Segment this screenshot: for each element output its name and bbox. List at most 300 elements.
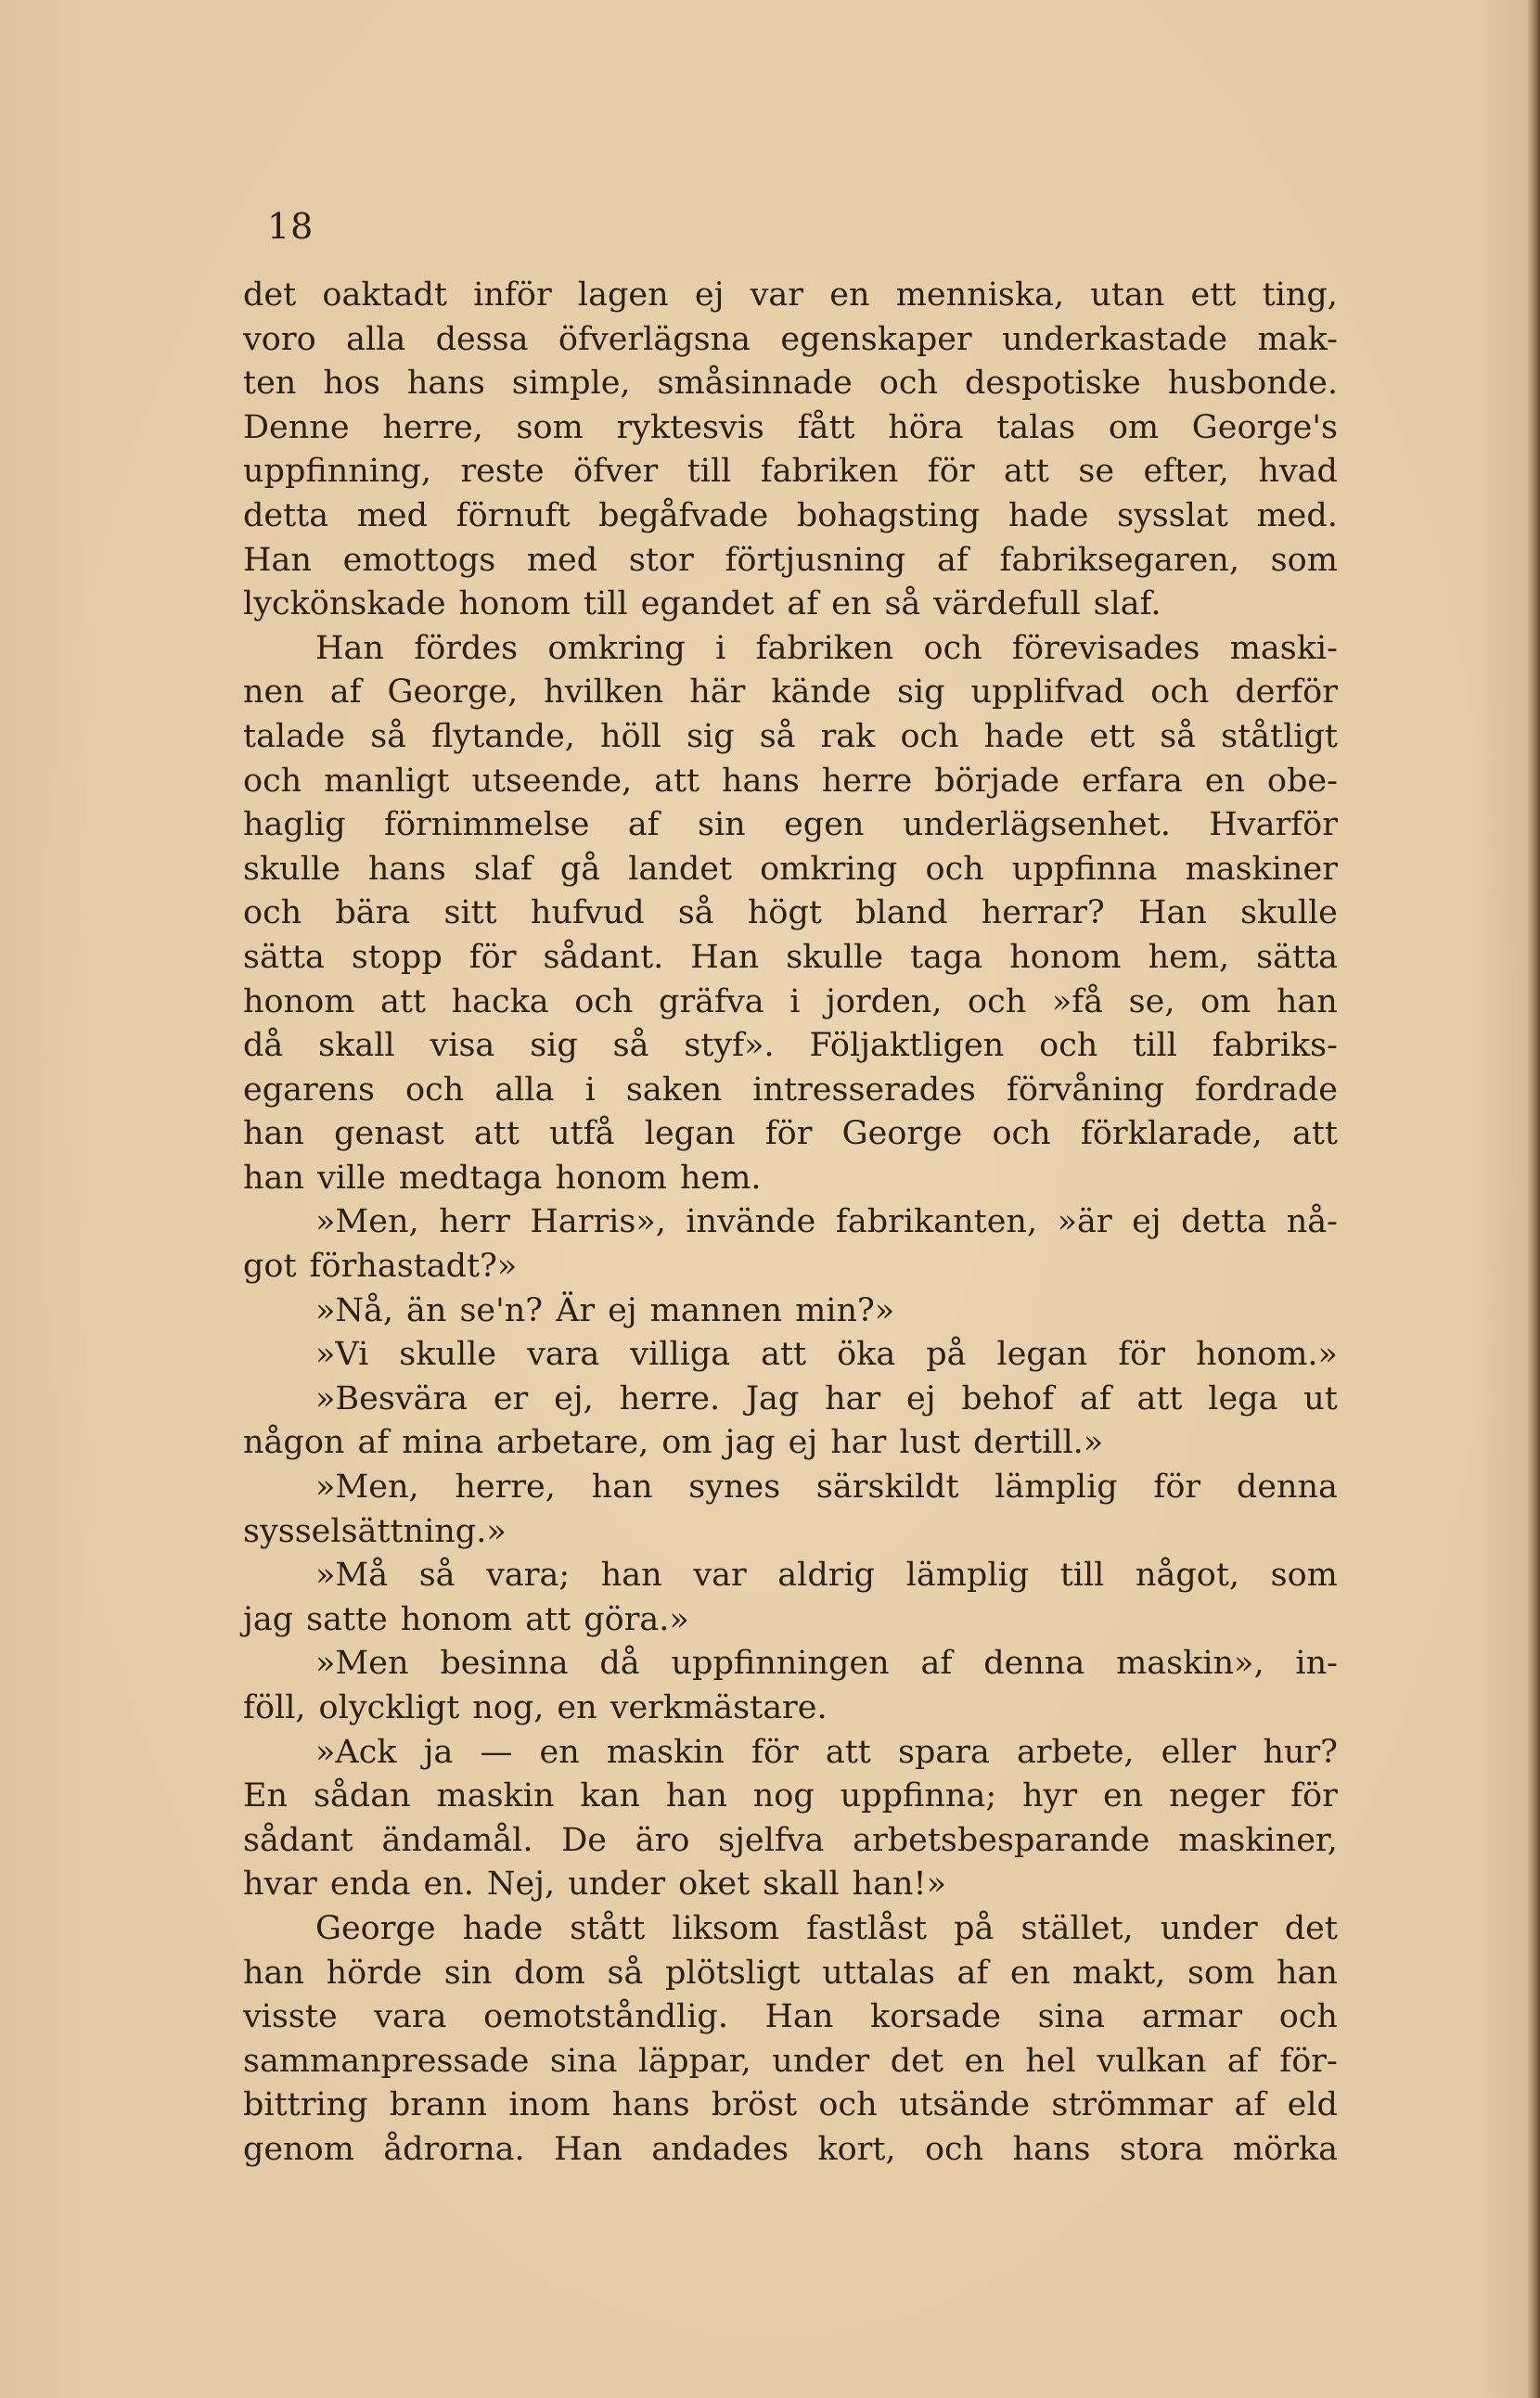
word: George [315, 1909, 436, 1947]
word: dertill.» [973, 1424, 1104, 1462]
word: förklarade, [1080, 1115, 1263, 1153]
word: honom [555, 1159, 667, 1197]
text-line [243, 1115, 1338, 1160]
word: Han [243, 541, 312, 579]
word: han [600, 1557, 662, 1595]
word: ryktesvis [616, 408, 764, 446]
word: på [954, 1909, 995, 1947]
word: fabriken [760, 453, 899, 491]
word: bära [335, 894, 411, 932]
word: att [654, 762, 700, 800]
word: besinna [440, 1645, 569, 1683]
text-line [243, 1777, 1338, 1822]
word: aldrig [777, 1557, 876, 1595]
word: ett [1089, 717, 1136, 755]
word: visa [430, 1027, 495, 1065]
word: och [900, 717, 959, 755]
text-line [243, 851, 1338, 895]
word: brann [389, 2086, 488, 2124]
word: rak [820, 717, 876, 755]
word: Han [553, 2130, 622, 2168]
word: för [764, 1115, 813, 1153]
word: satte [306, 1600, 388, 1638]
page-spine-edge [1527, 0, 1540, 2398]
text-line [243, 1689, 1338, 1734]
word: in- [1295, 1645, 1338, 1683]
word: förtjusning [725, 541, 906, 579]
word: han [665, 1777, 727, 1815]
word: af [357, 1424, 390, 1462]
word: erfara [1082, 762, 1183, 800]
word: armar [1141, 1998, 1243, 2036]
word: under [1160, 1909, 1258, 1947]
text-line [243, 1513, 1338, 1558]
word: en [831, 585, 872, 623]
word: förnimmelse [383, 806, 590, 844]
word: öka [837, 1336, 896, 1374]
word: stor [628, 541, 694, 579]
word: utseende, [471, 762, 633, 800]
word: det [890, 2042, 943, 2080]
word: dessa [435, 320, 529, 358]
word: min?» [795, 1291, 895, 1329]
word: lyckönskade [243, 585, 446, 623]
text-line [243, 1027, 1338, 1071]
word: talas [996, 408, 1076, 446]
text-line [243, 2131, 1338, 2175]
word: lust [899, 1424, 961, 1462]
word: egen [784, 806, 865, 844]
word: med [356, 496, 429, 534]
word: göra.» [584, 1600, 689, 1638]
text-line [243, 1822, 1338, 1866]
word: uppfinningen [671, 1645, 890, 1683]
word: småsinnade [657, 365, 853, 403]
word: för- [1279, 2042, 1338, 2080]
word: af [1234, 2086, 1266, 2124]
word: och [1039, 1027, 1098, 1065]
word: arbetare, [496, 1424, 649, 1462]
word: att [380, 982, 426, 1020]
word: hufvud [530, 894, 645, 932]
text-line [243, 321, 1338, 365]
word: hyr [1022, 1777, 1078, 1815]
word: makt, [1072, 1954, 1166, 1992]
word: och [879, 365, 938, 403]
word: en [964, 2042, 1005, 2080]
word: för [927, 453, 975, 491]
word: ting, [1262, 276, 1338, 314]
word: en [829, 276, 870, 314]
word: sådant. [543, 938, 664, 976]
word: vulkan [1097, 2042, 1207, 2080]
word: han [243, 1115, 304, 1153]
word: af [956, 1954, 989, 1992]
text-line [243, 630, 1338, 674]
word: så [1160, 717, 1197, 755]
word: slaf [473, 850, 533, 888]
text-line [243, 1292, 1338, 1337]
word: begåfvade [598, 496, 769, 534]
word: han [1276, 1954, 1338, 1992]
word: sätta [1256, 938, 1338, 976]
word: hel [1025, 2042, 1076, 2080]
word: egenskaper [780, 320, 972, 358]
word: hade [983, 717, 1065, 755]
body-text [243, 276, 1338, 2175]
word: fått [797, 408, 855, 446]
word: uttalas [822, 1954, 935, 1992]
word: en [557, 1689, 597, 1726]
word: alla [494, 1071, 555, 1109]
word: fabriksegaren, [999, 541, 1239, 579]
word: detta [1181, 1203, 1267, 1241]
word: förhastadt?» [309, 1248, 518, 1286]
word: egarens [243, 1071, 375, 1109]
word: för [1153, 1468, 1201, 1507]
word: herre. [619, 1379, 721, 1417]
word: mak- [1257, 320, 1338, 358]
word: egandet [640, 585, 775, 623]
word: George's [1191, 408, 1338, 446]
word: skulle [786, 938, 884, 976]
word: gräfva [659, 982, 764, 1020]
word: för [751, 1733, 799, 1771]
word: herrar? [981, 894, 1105, 932]
word: i [584, 1071, 596, 1109]
word: som [516, 408, 584, 446]
word: och [923, 629, 982, 667]
word: att [1003, 453, 1049, 491]
text-line [243, 673, 1338, 718]
word: han [243, 1159, 304, 1197]
word: honom [243, 982, 355, 1020]
word: i [715, 629, 726, 667]
word: hvilken [544, 673, 664, 712]
word: nå- [1286, 1203, 1338, 1241]
word: genom [243, 2130, 354, 2168]
word: lega [1208, 1379, 1278, 1417]
text-line [243, 409, 1338, 454]
word: stora [1119, 2130, 1204, 2168]
text-line [243, 1468, 1338, 1513]
word: ej [906, 1379, 936, 1417]
word: stått [570, 1909, 646, 1947]
word: — [480, 1733, 513, 1771]
word: Nej, [486, 1866, 556, 1904]
word: olyckligt [318, 1689, 460, 1726]
word: något, [1135, 1557, 1240, 1595]
word: »är [1057, 1203, 1112, 1241]
word: underlägsenhet. [902, 806, 1171, 844]
word: dom [514, 1954, 585, 1992]
word: se, [1128, 982, 1175, 1020]
word: hem, [1148, 938, 1230, 976]
word: maskin [436, 1777, 555, 1815]
word: villiga [630, 1336, 731, 1374]
word: han [591, 1468, 653, 1507]
word: till [687, 453, 732, 491]
word: skulle [1240, 894, 1338, 932]
word: Följaktligen [809, 1027, 1005, 1065]
word: skall [318, 1027, 395, 1065]
word: herre, [382, 408, 483, 446]
word: med [526, 541, 598, 579]
word: så [759, 717, 796, 755]
word: var [693, 1557, 747, 1595]
word: maskiner, [1178, 1821, 1338, 1859]
word: inom [508, 2086, 591, 2124]
word: sysselsättning.» [243, 1512, 507, 1550]
text-line [243, 2043, 1338, 2087]
word: manligt [324, 762, 450, 800]
word: om [661, 1424, 712, 1462]
text-line [243, 1071, 1338, 1116]
word: ståtligt [1221, 717, 1338, 755]
word: stopp [351, 938, 443, 976]
text-line [243, 2086, 1338, 2131]
word: och [992, 1115, 1051, 1153]
text-line [243, 585, 1338, 630]
word: nog, [472, 1689, 545, 1726]
word: utan [1090, 276, 1165, 314]
word: sig [530, 1027, 578, 1065]
word: att [1136, 1379, 1183, 1417]
word: af [627, 806, 660, 844]
word: skall [763, 1866, 840, 1904]
word: sig [897, 673, 945, 712]
word: fördes [414, 629, 519, 667]
word: af [920, 1645, 953, 1683]
word: som [1187, 1954, 1255, 1992]
word: taga [910, 938, 983, 976]
word: för [468, 938, 517, 976]
word: hörde [326, 1954, 423, 1992]
word: ej [694, 276, 725, 314]
text-line [243, 983, 1338, 1028]
word: han [1276, 982, 1338, 1020]
word: vara [527, 1336, 600, 1374]
word: alla [346, 320, 406, 358]
word: utfå [549, 1115, 615, 1153]
word: så [370, 717, 407, 755]
word: hans [611, 2086, 690, 2124]
word: nog [752, 1777, 815, 1815]
word: bohagsting [796, 496, 981, 534]
word: så [607, 1954, 644, 1992]
word: behof [961, 1379, 1055, 1417]
text-line [243, 1601, 1338, 1646]
word: fabrikanten, [835, 1203, 1038, 1241]
word: skulle [399, 1336, 497, 1374]
word: och [1150, 673, 1210, 712]
word: Han [315, 629, 384, 667]
text-line [243, 1248, 1338, 1292]
text-line [243, 497, 1338, 542]
word: med. [1256, 496, 1338, 534]
word: sitt [443, 894, 497, 932]
word: det [1284, 1909, 1338, 1947]
word: kände [771, 673, 872, 712]
word: mörka [1232, 2130, 1338, 2168]
word: Han [764, 1998, 834, 2036]
word: sina [1037, 1998, 1106, 2036]
word: förnuft [456, 496, 571, 534]
word: herre [821, 762, 913, 800]
text-line [243, 1866, 1338, 1910]
word: så [612, 1027, 649, 1065]
word: och [574, 982, 634, 1020]
word: mina [402, 1424, 484, 1462]
word: omkring [760, 850, 898, 888]
word: Harris», [530, 1203, 666, 1241]
word: honom [458, 585, 571, 623]
word: hur? [1263, 1733, 1338, 1771]
word: sammanpressade [243, 2042, 530, 2080]
word: styf». [684, 1027, 775, 1065]
word: öfver [573, 453, 659, 491]
text-line [243, 542, 1338, 586]
word: liksom [672, 1909, 780, 1947]
word: och [818, 2086, 878, 2124]
word: gå [559, 850, 601, 888]
word: »Men, [315, 1468, 419, 1507]
word: arbetsbesparande [853, 1821, 1150, 1859]
word: af [937, 541, 969, 579]
word: oaktadt [322, 276, 447, 314]
word: medtaga [399, 1159, 543, 1197]
word: han!» [852, 1866, 947, 1904]
word: hans [1012, 2130, 1091, 2168]
word: har [830, 1424, 887, 1462]
word: En [243, 1777, 289, 1815]
word: sjelfva [718, 1821, 825, 1859]
word: ej, [554, 1379, 594, 1417]
word: verkmästare. [610, 1689, 828, 1726]
word: sina [549, 2042, 618, 2080]
word: korsade [870, 1998, 1002, 2036]
word: emottogs [342, 541, 496, 579]
word: att [825, 1733, 871, 1771]
word: höll [599, 717, 661, 755]
word: voro [243, 320, 316, 358]
word: här [689, 673, 746, 712]
text-line [243, 1645, 1338, 1689]
word: för [1290, 1777, 1338, 1815]
word: en [1009, 1954, 1051, 1992]
word: honom [400, 1600, 513, 1638]
word: ut [1303, 1379, 1338, 1417]
word: Är [556, 1291, 596, 1329]
word: andades [651, 2130, 789, 2168]
word: sådan [313, 1777, 411, 1815]
word: nen [243, 673, 304, 712]
word: och [1278, 1998, 1338, 2036]
word: hans [406, 365, 485, 403]
word: kort, [817, 2130, 896, 2168]
text-line [243, 806, 1338, 851]
word: landet [628, 850, 733, 888]
word: af [1226, 2042, 1259, 2080]
word: maski- [1229, 629, 1338, 667]
word: ej [608, 1291, 637, 1329]
word: om [1200, 982, 1251, 1020]
word: underkastade [1002, 320, 1228, 358]
word: sätta [243, 938, 325, 976]
word: detta [243, 496, 329, 534]
word: De [561, 1821, 607, 1859]
word: maskin», [1116, 1645, 1264, 1683]
word: menniska, [895, 276, 1065, 314]
text-line [243, 1160, 1338, 1204]
word: Han [690, 938, 760, 976]
word: fabriken [755, 629, 894, 667]
word: så [884, 585, 921, 623]
word: husbonde. [1167, 365, 1338, 403]
word: någon [243, 1424, 345, 1462]
word: ej [1132, 1203, 1161, 1241]
word: eld [1287, 2086, 1338, 2124]
word: i [789, 982, 801, 1020]
word: förvåning [1006, 1071, 1164, 1109]
word: en [1204, 762, 1246, 800]
word: ändamål. [381, 1821, 533, 1859]
word: mannen [649, 1291, 783, 1329]
word: haglig [243, 806, 346, 844]
word: lämplig [995, 1468, 1118, 1507]
word: att [1291, 1115, 1338, 1153]
word: och [968, 982, 1027, 1020]
word: honom [1009, 938, 1122, 976]
word: och [243, 762, 302, 800]
word: enda [329, 1866, 411, 1904]
word: hem. [679, 1159, 762, 1197]
word: invände [686, 1203, 816, 1241]
text-line [243, 1380, 1338, 1425]
text-line [243, 1955, 1338, 1999]
word: att [473, 1115, 520, 1153]
word: och [924, 2130, 984, 2168]
word: er [493, 1379, 529, 1417]
word: till [1133, 1027, 1177, 1065]
word: lagen [577, 276, 669, 314]
word: på [926, 1336, 967, 1374]
word: läppar, [638, 2042, 751, 2080]
word: simple, [511, 365, 631, 403]
word: för [1118, 1336, 1165, 1374]
word: uppfinna [1011, 850, 1158, 888]
word: maskiner [1185, 850, 1338, 888]
word: höra [888, 408, 964, 446]
text-line [243, 1336, 1338, 1380]
word: under [568, 1866, 666, 1904]
word: derför [1235, 673, 1338, 712]
text-line [243, 1910, 1338, 1955]
word: af [329, 673, 362, 712]
word: jorden, [826, 982, 943, 1020]
word: vara; [486, 1557, 571, 1595]
word: spara [897, 1733, 990, 1771]
text-line [243, 365, 1338, 409]
word: reste [460, 453, 545, 491]
word: got [243, 1248, 297, 1286]
word: bland [855, 894, 948, 932]
text-line [243, 718, 1338, 763]
word: Han [1137, 894, 1207, 932]
word: omkring [547, 629, 686, 667]
word: till [1059, 1557, 1105, 1595]
word: herre, [455, 1468, 556, 1507]
